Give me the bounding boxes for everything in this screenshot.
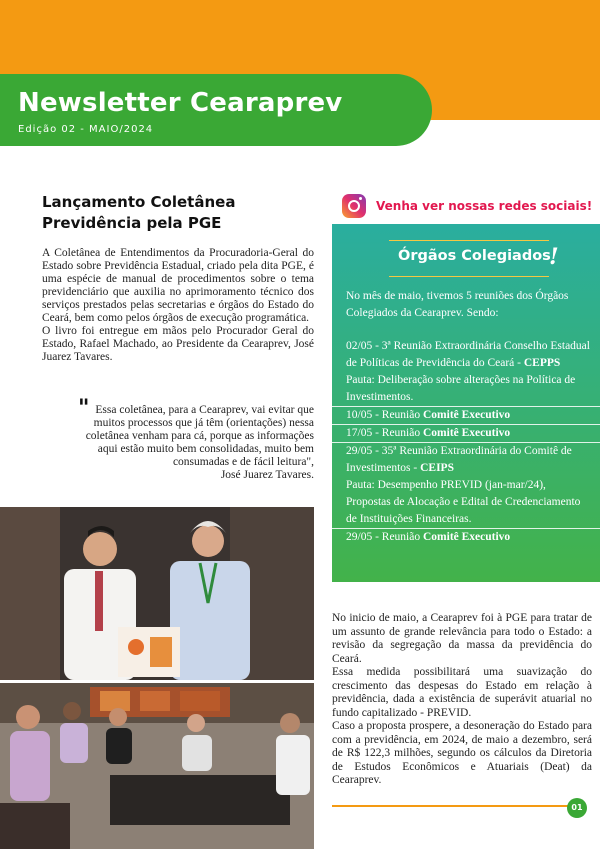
photo-meeting-illustration [0, 683, 314, 849]
title-divider [389, 240, 549, 241]
quote-author: José Juarez Tavares. [220, 469, 314, 481]
photo-book-handover-illustration [0, 507, 314, 680]
quote-text: Essa coletânea, para a Cearaprev, vai evitar que muitos processos que já têm (orientações) nessa coletânea venham para cá, porque as informações aqui estão muito bem consolidadas, muito bem consumadas e de fácil leitura", [85, 404, 314, 468]
article-quote [80, 404, 314, 482]
meetings-list [332, 338, 600, 546]
article2-paragraph: Essa medida possibilitará uma suavização do crescimento das despesas do Estado em relação à previdência, dada a existência de superávit atuarial no fundo capitalizado - PREVID. [332, 666, 592, 719]
article-title [42, 192, 314, 234]
title-divider [389, 276, 549, 277]
meeting-text: 17/05 - Reunião [346, 427, 423, 439]
article2-paragraph: Caso a proposta prospere, a desoneração do Estado para com a previdência, em 2024, de maio a dezembro, será de R$ 122,3 milhões, segundo os cálculos da Diretoria de Estudos Econômicos e Atuariais (Deat) da Cearaprev. [332, 720, 592, 786]
meeting-item [332, 529, 600, 546]
page-number: 01 [567, 798, 587, 818]
orgaos-intro: No mês de maio, tivemos 5 reuniões dos Órgãos Colegiados da Cearaprev. Sendo: [346, 290, 569, 319]
photo-book-handover [0, 507, 314, 680]
article2-body [332, 612, 592, 788]
meeting-item [332, 443, 600, 529]
social-link-text[interactable]: Venha ver nossas redes sociais! [376, 199, 593, 213]
orgaos-title: Órgãos Colegiados [398, 248, 551, 264]
meeting-text: 10/05 - Reunião [346, 409, 423, 421]
article-title-line1: Lançamento Coletânea [42, 193, 236, 211]
meeting-item [332, 425, 600, 443]
meeting-body: CEPPS [523, 357, 561, 369]
article-paragraph: A Coletânea de Entendimentos da Procuradoria-Geral do Estado sobre Previdência Estadual, criado pela dita PGE, é uma espécie de manual de procedimentos sobre o tema previdenciário que auxilia no aprimoramento técnico dos serviços prestados pelas secretarias e órgãos do Estado do Ceará, bem como pelos órgãos de execução programática. [42, 247, 314, 324]
meeting-text: 29/05 - 35ª Reunião Extraordinária do Comitê de Investimentos - [346, 445, 572, 474]
photo-meeting [0, 683, 314, 849]
meeting-body: Comitê Executivo [422, 427, 511, 439]
exclamation-icon: ! [549, 244, 559, 270]
meeting-body: Comitê Executivo [422, 531, 511, 543]
instagram-icon[interactable] [342, 194, 366, 218]
meeting-agenda: Pauta: Desempenho PREVID (jan-mar/24), Propostas de Alocação e Edital de Credenciamento de Instituições Financeiras. [346, 479, 581, 525]
newsletter-edition: Edição 02 - MAIO/2024 [18, 124, 154, 135]
newsletter-title: Newsletter Cearaprev [18, 88, 343, 118]
meeting-item [332, 338, 600, 407]
meeting-text: 29/05 - Reunião [346, 531, 423, 543]
meeting-text: 02/05 - 3ª Reunião Extraordinária Conselho Estadual de Políticas de Previdência do Ceará - [346, 340, 590, 369]
footer-divider [332, 805, 568, 807]
article2-paragraph: No inicio de maio, a Cearaprev foi à PGE para tratar de um assunto de grande relevância para todo o Estado: a revisão da segregação da massa da previdência do Ceará. [332, 612, 592, 665]
meeting-item [332, 407, 600, 425]
quote-mark-icon: " [78, 395, 90, 421]
article-title-line2: Previdência pela PGE [42, 214, 222, 232]
meeting-body: Comitê Executivo [422, 409, 511, 421]
meeting-body: CEIPS [420, 462, 454, 474]
article-paragraph: O livro foi entregue em mãos pelo Procurador Geral do Estado, Rafael Machado, ao Presidente da Cearaprev, José Juarez Tavares. [42, 325, 314, 363]
article-body [42, 247, 314, 364]
meeting-agenda: Pauta: Deliberação sobre alterações na Política de Investimentos. [346, 374, 576, 403]
